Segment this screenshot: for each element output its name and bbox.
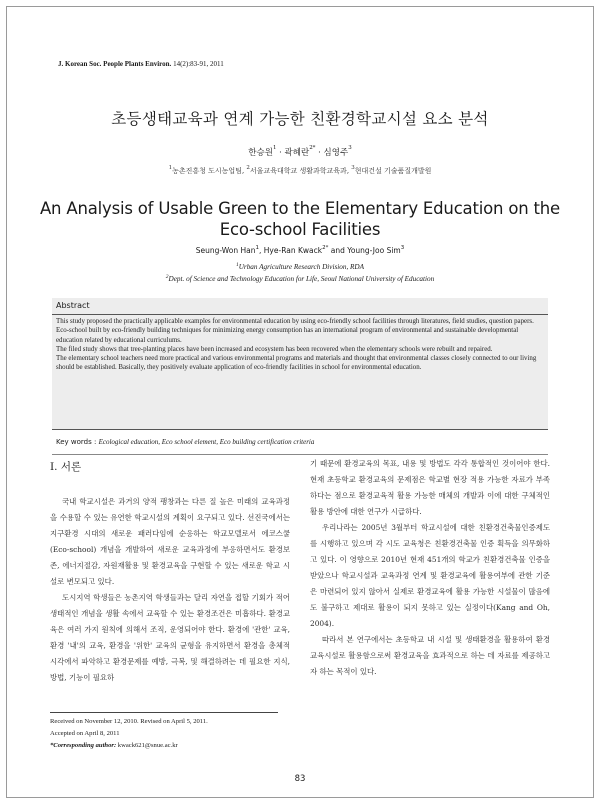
footnote-divider [50, 712, 278, 713]
korean-affiliation: 현대건설 기술품질개발원 [354, 167, 432, 175]
keywords [56, 438, 314, 446]
body-paragraph: 기 때문에 환경교육의 목표, 내용 및 방법도 각각 통합적인 것이어야 한다. 현재 초등학교 환경교육의 문제점은 학교별 현장 적용 가능한 자료가 부족하다는 점으로 환경교육적 활용 가능한 매체의 개발과 이에 대한 구체적인 활용 방안에 대한 연구가 시급하다. [310, 459, 550, 516]
body-paragraph: 국내 학교시설은 과거의 양적 팽창과는 다른 질 높은 미래의 교육과정을 수용할 수 있는 유연한 학교시설의 계획이 요구되고 있다. 선진국에서는 지구환경 시대의 새로운 패러다임에 순응하는 학교모델로서 에코스쿨(Eco-school) 개념을 개발하여 새로운 교육과정에 부응하면서도 환경보존, 에너지절감, 자원재활용 및 환경교육을 구현할 수 있는 새로운 학교 시설로 변모되고 있다. [50, 497, 290, 586]
journal-name: J. Korean Soc. People Plants Environ. [58, 60, 172, 68]
korean-author: 한승원 [248, 148, 273, 158]
body-column-left [50, 494, 290, 686]
corresponding-email: kwack621@snue.ac.kr [117, 742, 178, 749]
english-affiliation: $^2$Dept. of Science and Technology Education for Life, Seoul National University of Education [165, 274, 435, 283]
page-number: 83 [294, 774, 306, 784]
received-note: Received on November 12, 2010. Revised on April 5, 2011. [50, 718, 208, 725]
corresponding-note [50, 740, 208, 752]
korean-author: 곽혜란 [284, 148, 310, 158]
body-column-right [310, 456, 550, 680]
abstract-body [56, 317, 546, 373]
abstract-paragraph: The elementary school teachers need more practical and various environmental programs and materials and thought that environmental classes closely connected to our living should be established. Basically, they positively evaluate application of eco-friendly facilities in school for environmental education. [56, 355, 537, 372]
abstract-heading: Abstract [56, 301, 90, 310]
abstract-paragraph: The filed study shows that tree-planting places have been increased and ecosystem has been recovered when the elementary schools were rebuilt and repaired. [56, 345, 493, 353]
korean-affiliation: 서울교육대학교 생활과학교육과, [249, 167, 350, 175]
body-paragraph: 우리나라는 2005년 3월부터 학교시설에 대한 친환경건축물인증제도를 시행하고 있으며 각 시도 교육청은 친환경건축물 인증 획득을 의무화하고 있다. 이 영향으로 2010년 현재 451개의 학교가 친환경건축물 인증을 받았으나 학교시설과 교육과정 연계 및 환경교육에 활용여부에 관한 기준은 마련되어 있지 않아서 실제로 환경교육에 활용 가능한 시설물이 많음에도 불구하고 제대로 활용이 되지 못하고 있는 실정이다(Kang and Oh, 2004). [310, 523, 550, 628]
english-author: Seung-Won Han [195, 246, 256, 255]
author-separator: · [318, 148, 321, 158]
keywords-label: Key words : [56, 438, 97, 446]
korean-authors: 한승원$^1$ · 곽혜란$^{2*}$ · 심영주$^3$ [248, 145, 352, 158]
english-title-line: An Analysis of Usable Green to the Elementary Education on the [39, 199, 561, 218]
divider [52, 314, 548, 315]
corresponding-label: *Corresponding author: [50, 742, 117, 749]
body-paragraph: 도시지역 학생들은 농촌지역 학생들과는 달리 자연을 접할 기회가 적어 생태적인 개념을 생활 속에서 교육할 수 있는 환경조건은 미흡하다. 환경교육은 여러 가지 원칙에 의해서 조직, 운영되어야 한다. 환경에 '관한' 교육, 환경 '내'의 교육, 환경을 '위한' 교육의 균형을 유지하면서 환경을 총체적 시각에서 파악하고 환경문제를 예방, 극복, 및 해결하려는 데 필요한 지식, 방법, 기능이 필요하 [50, 593, 290, 682]
english-author: Hye-Ran Kwack [263, 246, 323, 255]
english-title [0, 198, 600, 240]
english-title-line: Eco-school Facilities [219, 220, 381, 239]
abstract-paragraph: This study proposed the practically applicable examples for environmental education by using eco-friendly school facilities through literatures, field studies, question papers. Eco-school built by eco-friendly building techniques for minimizing energy consumption has an international program of environmental and sustainable developmental education related by educational curriculums. [56, 318, 534, 344]
divider [52, 454, 548, 455]
accepted-note: Accepted on April 8, 2011 [50, 730, 120, 737]
korean-title: 초등생태교육과 연계 가능한 친환경학교시설 요소 분석 [111, 110, 489, 128]
korean-author: 심영주 [323, 148, 349, 158]
author-separator: · [279, 148, 282, 158]
english-author: Young-Joo Sim [347, 246, 401, 255]
body-paragraph: 따라서 본 연구에서는 초등학교 내 시설 및 생태환경을 활용하여 환경교육시설로 활용함으로써 환경교육을 효과적으로 하는 데 자료를 제공하고자 하는 목적이 있다. [310, 635, 550, 676]
korean-affiliations: $^1$농촌진흥청 도시농업팀, $^2$서울교육대학교 생활과학교육과, $^3$현대건설 기술품질개발원 [168, 165, 432, 175]
korean-affiliation: 농촌진흥청 도시농업팀, [172, 167, 245, 175]
journal-volume: 14(2):83-91, 2011 [173, 60, 224, 68]
english-affiliation: $^1$Urban Agriculture Research Division, RDA [235, 262, 365, 271]
section-heading: Ⅰ. 서론 [50, 461, 82, 473]
keywords-text: Ecological education, Eco school element, Eco building certification criteria [98, 438, 315, 446]
divider [52, 429, 548, 430]
journal-citation [58, 60, 224, 68]
footnotes [50, 716, 208, 752]
english-authors: Seung-Won Han$^1$, Hye-Ran Kwack$^{2*}$ and Young-Joo Sim$^3$ [195, 245, 405, 255]
